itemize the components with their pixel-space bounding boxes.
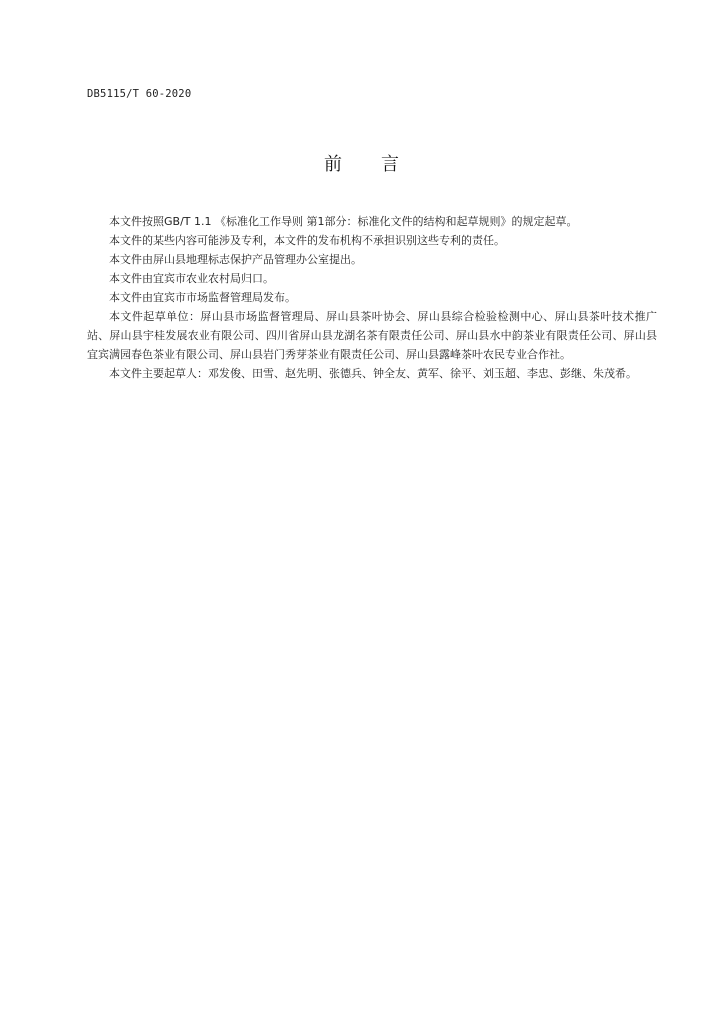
paragraph-drafting-units: 本文件起草单位：屏山县市场监督管理局、屏山县茶叶协会、屏山县综合检验检测中心、屏山县茶叶技术推广站、屏山县宇桂发展农业有限公司、四川省屏山县龙湖名茶有限责任公司、屏山县水中韵茶业有限责任公司、屏山县宜宾满园春色茶业有限公司、屏山县岩门秀芽茶业有限责任公司、屏山县露峰茶叶农民专业合作社。 [87,310,657,361]
paragraph-patent-notice: 本文件的某些内容可能涉及专利，本文件的发布机构不承担识别这些专利的责任。 [109,234,505,247]
paragraph-drafters: 本文件主要起草人：邓发俊、田雪、赵先明、张德兵、钟全友、黄军、徐平、刘玉超、李忠、彭继、朱茂希。 [109,367,637,380]
foreword-body [87,212,657,383]
paragraph-centralized-unit: 本文件由宜宾市农业农村局归口。 [109,272,274,285]
title-char-2: 言 [381,154,400,175]
title-char-1: 前 [324,154,343,175]
paragraph-proposer: 本文件由屏山县地理标志保护产品管理办公室提出。 [109,253,362,266]
document-code: DB5115/T 60-2020 [87,88,192,100]
paragraph-drafting-basis: 本文件按照GB/T 1.1 《标准化工作导则 第1部分：标准化文件的结构和起草规则》的规定起草。 [109,215,578,228]
paragraph-issuer: 本文件由宜宾市市场监督管理局发布。 [109,291,296,304]
page-title [0,150,724,176]
